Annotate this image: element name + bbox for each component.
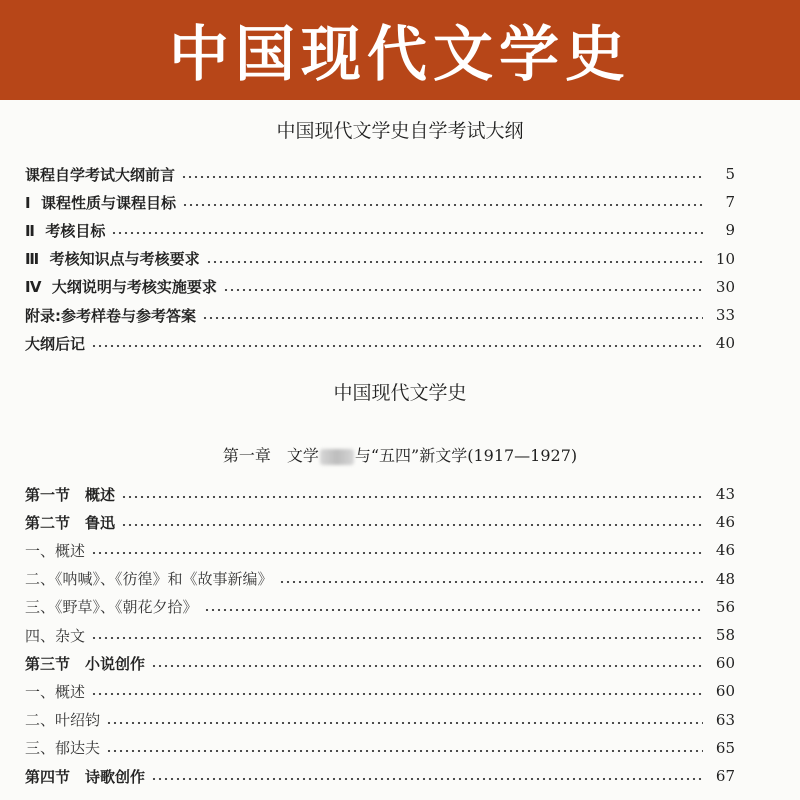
toc-entry-label: 二、《呐喊》、《彷徨》和《故事新编》 xyxy=(25,570,273,589)
chapter-title-prefix: 第一章 文学 xyxy=(222,446,319,465)
toc-page-number: 60 xyxy=(715,654,735,673)
toc-page-number: 48 xyxy=(715,569,735,588)
toc-entry-label: Ⅰ 课程性质与课程目标 xyxy=(25,193,177,212)
dot-leader xyxy=(106,722,703,724)
toc-page-number: 30 xyxy=(715,277,735,296)
toc-entry xyxy=(25,623,735,647)
dot-leader xyxy=(182,204,703,206)
title-banner xyxy=(0,0,800,100)
dot-leader xyxy=(106,750,703,752)
toc-entry-label: 第二节 鲁迅 xyxy=(25,513,116,532)
dot-leader xyxy=(204,609,703,611)
toc-page-number: 63 xyxy=(715,710,735,729)
toc-page-number: 43 xyxy=(715,485,735,503)
toc-entry xyxy=(25,275,735,299)
dot-leader xyxy=(91,637,703,639)
toc-page-number: 33 xyxy=(715,306,735,324)
dot-leader xyxy=(91,552,703,554)
dot-leader xyxy=(151,665,703,667)
toc-entry xyxy=(25,482,735,506)
dot-leader xyxy=(202,317,703,319)
toc-page-number: 7 xyxy=(725,193,735,212)
toc-entry xyxy=(25,567,735,591)
toc-page-number: 56 xyxy=(715,597,735,616)
dot-leader xyxy=(279,581,703,583)
dot-leader xyxy=(121,524,703,526)
dot-leader xyxy=(181,176,703,178)
toc-page-number: 67 xyxy=(715,767,735,785)
toc-entry xyxy=(25,679,735,703)
toc-page-number: 9 xyxy=(725,221,735,240)
toc-entry xyxy=(25,218,735,242)
toc-entry xyxy=(25,538,735,562)
chapter-title-suffix: 与“五四”新文学(1917—1927) xyxy=(354,446,578,465)
toc-entry-label: 三、郁达夫 xyxy=(25,739,101,758)
outline-title: 中国现代文学史自学考试大纲 xyxy=(276,120,524,142)
toc-entry xyxy=(25,247,735,271)
dot-leader xyxy=(91,693,703,695)
toc-entry-label: 第三节 小说创作 xyxy=(25,654,146,673)
toc-page-number: 46 xyxy=(715,541,735,560)
toc-entry xyxy=(25,764,735,788)
toc-entry-label: 三、《野草》、《朝花夕拾》 xyxy=(25,598,198,617)
toc-entry xyxy=(25,736,735,760)
toc-entry-label: 第四节 诗歌创作 xyxy=(25,767,146,786)
dot-leader xyxy=(223,289,703,291)
toc-entry-label: Ⅲ 考核知识点与考核要求 xyxy=(25,250,200,269)
toc-entry xyxy=(25,303,735,327)
toc-entry xyxy=(25,708,735,732)
toc-entry-label: 第一节 概述 xyxy=(25,485,116,504)
dot-leader xyxy=(151,778,703,780)
book-title: 中国现代文学史 xyxy=(333,382,467,404)
toc-page-number: 40 xyxy=(715,334,735,353)
toc-page xyxy=(0,100,800,800)
toc-entry xyxy=(25,651,735,675)
toc-page-number: 58 xyxy=(715,626,735,644)
toc-page-number: 10 xyxy=(715,249,735,268)
dot-leader xyxy=(91,345,703,347)
toc-page-number: 65 xyxy=(715,738,735,757)
toc-entry-label: Ⅳ 大纲说明与考核实施要求 xyxy=(25,278,217,297)
toc-entry xyxy=(25,510,735,534)
toc-entry xyxy=(25,190,735,214)
banner-title: 中国现代文学史 xyxy=(169,20,631,90)
redacted-mark xyxy=(320,449,354,465)
dot-leader xyxy=(206,261,703,263)
dot-leader xyxy=(121,496,703,498)
toc-entry xyxy=(25,162,735,186)
toc-entry-label: 附录:参考样卷与参考答案 xyxy=(25,306,196,325)
toc-entry xyxy=(25,595,735,619)
toc-entry-label: 课程自学考试大纲前言 xyxy=(25,165,176,184)
toc-entry-label: Ⅱ 考核目标 xyxy=(25,221,106,240)
toc-page-number: 46 xyxy=(715,513,735,532)
toc-entry xyxy=(25,331,735,355)
chapter-title xyxy=(0,443,800,466)
toc-entry-label: 大纲后记 xyxy=(25,334,86,353)
toc-entry-label: 一、概述 xyxy=(25,682,86,701)
toc-entry-label: 四、杂文 xyxy=(25,626,86,645)
toc-page-number: 5 xyxy=(725,165,735,183)
dot-leader xyxy=(111,232,703,234)
toc-entry-label: 二、叶绍钧 xyxy=(25,711,101,730)
toc-entry-label: 一、概述 xyxy=(25,541,86,560)
toc-page-number: 60 xyxy=(715,682,735,701)
